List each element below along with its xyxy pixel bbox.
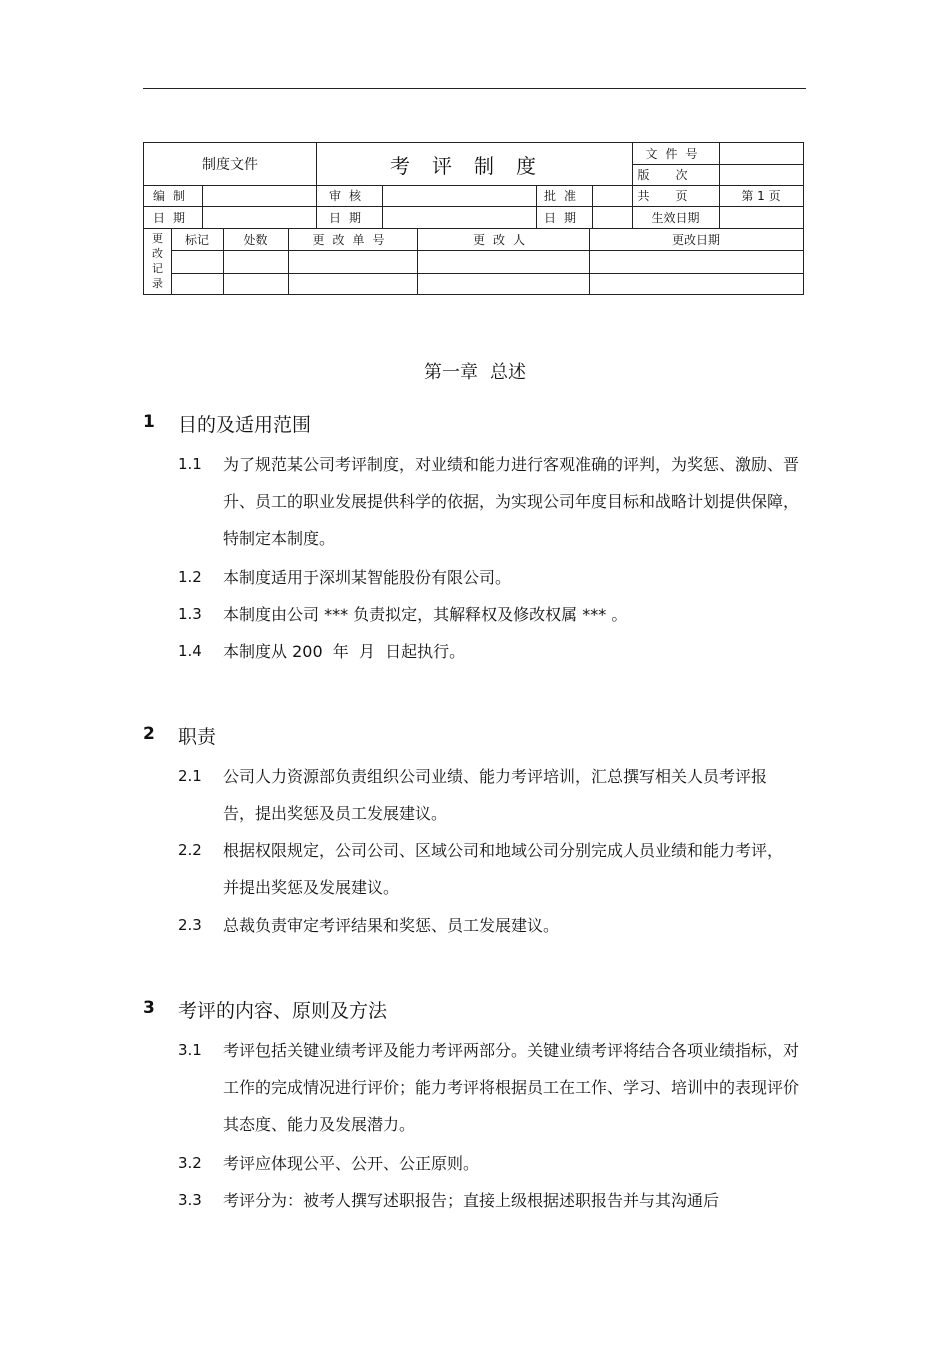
section-heading: 1 目的及适用范围	[143, 412, 312, 436]
document-control-form	[143, 142, 804, 295]
list-item: 3.2 考评应体现公平、公开、公正原则。	[178, 1154, 480, 1173]
change-header-changer: 更改人	[472, 232, 533, 247]
page-number: 第 1 页	[741, 189, 781, 203]
list-item: 2.1 公司人力资源部负责组织公司业绩、能力考评培训，汇总撰写相关人员考评报告，提出奖惩及员工发展建议。	[178, 767, 768, 823]
form-title: 考评制度	[390, 153, 558, 178]
change-header-order-no: 更改单号	[312, 232, 393, 247]
list-item: 1.2 本制度适用于深圳某智能股份有限公司。	[178, 568, 512, 587]
chapter-title: 第一章 总述	[424, 362, 526, 383]
approved-label: 批准	[543, 189, 584, 203]
change-record-label: 更 改 记 录	[152, 232, 163, 290]
total-pages-label: 共页	[637, 189, 714, 203]
version-label: 版次	[637, 168, 714, 182]
change-header-date: 更改日期	[671, 232, 720, 247]
list-item: 1.1 为了规范某公司考评制度，对业绩和能力进行客观准确的评判，为奖惩、激励、晋升、员工的职业发展提供科学的依据，为实现公司年度目标和战略计划提供保障，特制定本制度。	[178, 455, 800, 548]
doc-type: 制度文件	[202, 157, 258, 173]
compiled-label: 编制	[152, 189, 193, 203]
section-heading: 2 职责	[143, 724, 217, 748]
reviewed-label: 审核	[328, 189, 369, 203]
file-no-label: 文件号	[645, 147, 706, 161]
change-header-count: 处数	[243, 232, 268, 247]
date-label-2: 日期	[328, 210, 369, 225]
list-item: 2.2 根据权限规定，公司公司、区域公司和地域公司分别完成人员业绩和能力考评，并提出奖惩及发展建议。	[178, 841, 784, 897]
list-item: 1.4 本制度从 200 年 月 日起执行。	[178, 642, 466, 661]
change-header-mark: 标记	[184, 232, 209, 247]
date-label-1: 日期	[152, 210, 193, 225]
list-item: 3.3 考评分为：被考人撰写述职报告；直接上级根据述职报告并与其沟通后	[178, 1191, 720, 1210]
date-label-3: 日期	[543, 210, 584, 225]
list-item: 2.3 总裁负责审定考评结果和奖惩、员工发展建议。	[178, 916, 560, 935]
section-heading: 3 考评的内容、原则及方法	[143, 998, 388, 1022]
list-item: 3.1 考评包括关键业绩考评及能力考评两部分。关键业绩考评将结合各项业绩指标，对工作的完成情况进行评价；能力考评将根据员工在工作、学习、培训中的表现评价其态度、能力及发展潜力。	[178, 1041, 800, 1134]
list-item: 1.3 本制度由公司 *** 负责拟定，其解释权及修改权属 *** 。	[178, 605, 628, 624]
effective-date-label: 生效日期	[651, 210, 700, 225]
header-rule	[143, 88, 806, 89]
